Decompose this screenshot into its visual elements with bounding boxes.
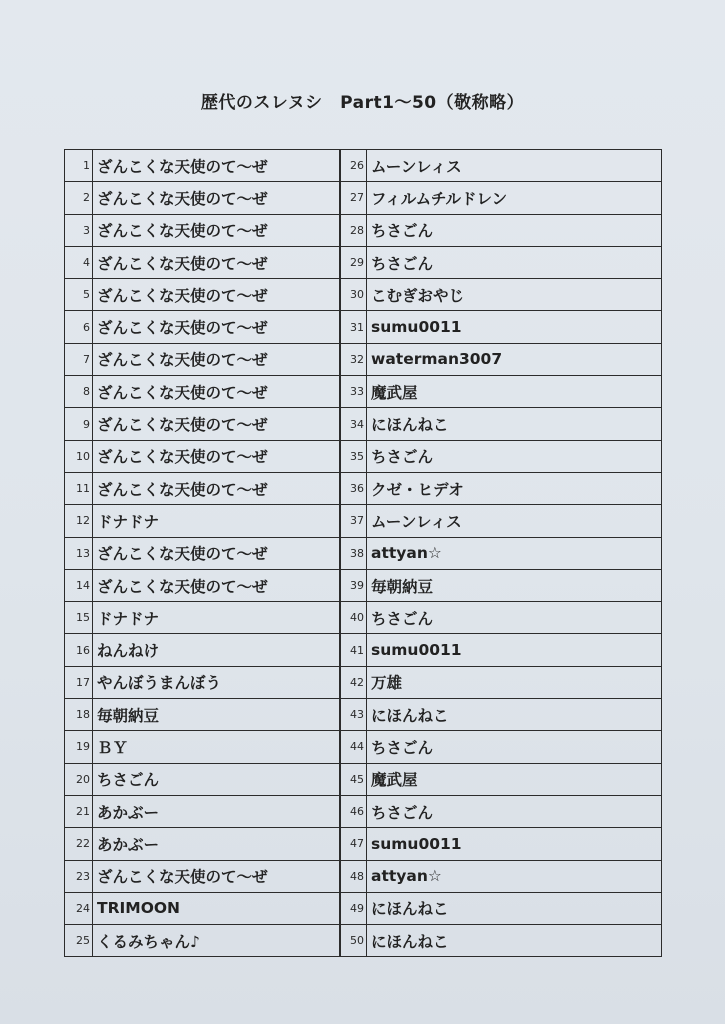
table-body bbox=[65, 150, 662, 957]
right-name: こむぎおやじ bbox=[367, 279, 662, 311]
table-row bbox=[65, 343, 662, 375]
right-number: 43 bbox=[340, 699, 367, 731]
right-number: 37 bbox=[340, 505, 367, 537]
table-row bbox=[65, 634, 662, 666]
table-row bbox=[65, 408, 662, 440]
table-row bbox=[65, 246, 662, 278]
left-name: ざんこくな天使のて～ぜ bbox=[93, 408, 341, 440]
right-number: 33 bbox=[340, 376, 367, 408]
right-name: ちさごん bbox=[367, 795, 662, 827]
right-number: 41 bbox=[340, 634, 367, 666]
left-number: 5 bbox=[65, 279, 93, 311]
right-number: 29 bbox=[340, 246, 367, 278]
left-name: ドナドナ bbox=[93, 602, 341, 634]
left-name: ざんこくな天使のて～ぜ bbox=[93, 343, 341, 375]
right-number: 44 bbox=[340, 731, 367, 763]
table-row bbox=[65, 537, 662, 569]
right-name: ムーンレィス bbox=[367, 505, 662, 537]
left-name: くるみちゃん♪ bbox=[93, 925, 341, 957]
table-row bbox=[65, 602, 662, 634]
right-number: 30 bbox=[340, 279, 367, 311]
left-number: 14 bbox=[65, 569, 93, 601]
right-name: フィルムチルドレン bbox=[367, 182, 662, 214]
left-name: ざんこくな天使のて～ぜ bbox=[93, 537, 341, 569]
table-row bbox=[65, 569, 662, 601]
right-name: ちさごん bbox=[367, 731, 662, 763]
left-number: 15 bbox=[65, 602, 93, 634]
table-row bbox=[65, 828, 662, 860]
right-number: 45 bbox=[340, 763, 367, 795]
left-name: やんぼうまんぼう bbox=[93, 666, 341, 698]
right-number: 28 bbox=[340, 214, 367, 246]
right-name: attyan☆ bbox=[367, 537, 662, 569]
left-number: 19 bbox=[65, 731, 93, 763]
table-row bbox=[65, 150, 662, 182]
right-name: ちさごん bbox=[367, 440, 662, 472]
table-row bbox=[65, 214, 662, 246]
thread-creators-table bbox=[64, 149, 662, 957]
left-name: ざんこくな天使のて～ぜ bbox=[93, 860, 341, 892]
left-number: 12 bbox=[65, 505, 93, 537]
right-name: ちさごん bbox=[367, 214, 662, 246]
right-number: 31 bbox=[340, 311, 367, 343]
right-number: 34 bbox=[340, 408, 367, 440]
right-number: 39 bbox=[340, 569, 367, 601]
right-name: ちさごん bbox=[367, 602, 662, 634]
left-name: ＢＹ bbox=[93, 731, 341, 763]
right-number: 32 bbox=[340, 343, 367, 375]
table-row bbox=[65, 279, 662, 311]
right-name: 魔武屋 bbox=[367, 376, 662, 408]
right-number: 46 bbox=[340, 795, 367, 827]
left-name: ざんこくな天使のて～ぜ bbox=[93, 279, 341, 311]
table-row bbox=[65, 182, 662, 214]
left-number: 25 bbox=[65, 925, 93, 957]
table-row bbox=[65, 892, 662, 924]
table-row bbox=[65, 505, 662, 537]
left-name: ざんこくな天使のて～ぜ bbox=[93, 246, 341, 278]
left-number: 20 bbox=[65, 763, 93, 795]
right-name: 毎朝納豆 bbox=[367, 569, 662, 601]
table-row bbox=[65, 925, 662, 957]
left-name: あかぶー bbox=[93, 795, 341, 827]
left-name: ざんこくな天使のて～ぜ bbox=[93, 472, 341, 504]
table-row bbox=[65, 699, 662, 731]
left-name: ドナドナ bbox=[93, 505, 341, 537]
right-name: クゼ・ヒデオ bbox=[367, 472, 662, 504]
right-name: ちさごん bbox=[367, 246, 662, 278]
left-number: 10 bbox=[65, 440, 93, 472]
right-number: 35 bbox=[340, 440, 367, 472]
left-number: 6 bbox=[65, 311, 93, 343]
right-number: 42 bbox=[340, 666, 367, 698]
table-row bbox=[65, 311, 662, 343]
left-name: ざんこくな天使のて～ぜ bbox=[93, 311, 341, 343]
left-number: 13 bbox=[65, 537, 93, 569]
left-number: 16 bbox=[65, 634, 93, 666]
table-row bbox=[65, 472, 662, 504]
table-row bbox=[65, 666, 662, 698]
left-name: ざんこくな天使のて～ぜ bbox=[93, 376, 341, 408]
right-number: 48 bbox=[340, 860, 367, 892]
right-name: にほんねこ bbox=[367, 408, 662, 440]
left-name: ざんこくな天使のて～ぜ bbox=[93, 214, 341, 246]
left-number: 9 bbox=[65, 408, 93, 440]
right-name: ムーンレィス bbox=[367, 150, 662, 182]
left-name: ざんこくな天使のて～ぜ bbox=[93, 150, 341, 182]
left-number: 23 bbox=[65, 860, 93, 892]
right-name: sumu0011 bbox=[367, 311, 662, 343]
left-number: 24 bbox=[65, 892, 93, 924]
left-name: TRIMOON bbox=[93, 892, 341, 924]
table-row bbox=[65, 860, 662, 892]
table-row bbox=[65, 763, 662, 795]
right-name: waterman3007 bbox=[367, 343, 662, 375]
table-row bbox=[65, 376, 662, 408]
left-number: 18 bbox=[65, 699, 93, 731]
table-row bbox=[65, 795, 662, 827]
left-number: 4 bbox=[65, 246, 93, 278]
table-row bbox=[65, 440, 662, 472]
left-number: 21 bbox=[65, 795, 93, 827]
left-name: ちさごん bbox=[93, 763, 341, 795]
right-number: 50 bbox=[340, 925, 367, 957]
right-name: にほんねこ bbox=[367, 892, 662, 924]
left-number: 2 bbox=[65, 182, 93, 214]
right-number: 38 bbox=[340, 537, 367, 569]
page-title: 歴代のスレヌシ Part1～50（敬称略） bbox=[200, 93, 525, 113]
right-name: sumu0011 bbox=[367, 828, 662, 860]
right-name: 魔武屋 bbox=[367, 763, 662, 795]
right-name: 万雄 bbox=[367, 666, 662, 698]
right-number: 27 bbox=[340, 182, 367, 214]
left-name: ねんねけ bbox=[93, 634, 341, 666]
right-number: 36 bbox=[340, 472, 367, 504]
left-number: 8 bbox=[65, 376, 93, 408]
right-name: attyan☆ bbox=[367, 860, 662, 892]
left-name: あかぶー bbox=[93, 828, 341, 860]
left-name: 毎朝納豆 bbox=[93, 699, 341, 731]
right-number: 49 bbox=[340, 892, 367, 924]
left-name: ざんこくな天使のて～ぜ bbox=[93, 569, 341, 601]
left-number: 1 bbox=[65, 150, 93, 182]
right-name: にほんねこ bbox=[367, 699, 662, 731]
right-number: 47 bbox=[340, 828, 367, 860]
left-number: 11 bbox=[65, 472, 93, 504]
left-name: ざんこくな天使のて～ぜ bbox=[93, 440, 341, 472]
left-number: 7 bbox=[65, 343, 93, 375]
right-name: にほんねこ bbox=[367, 925, 662, 957]
right-number: 26 bbox=[340, 150, 367, 182]
right-name: sumu0011 bbox=[367, 634, 662, 666]
left-name: ざんこくな天使のて～ぜ bbox=[93, 182, 341, 214]
left-number: 22 bbox=[65, 828, 93, 860]
table-row bbox=[65, 731, 662, 763]
left-number: 3 bbox=[65, 214, 93, 246]
left-number: 17 bbox=[65, 666, 93, 698]
right-number: 40 bbox=[340, 602, 367, 634]
